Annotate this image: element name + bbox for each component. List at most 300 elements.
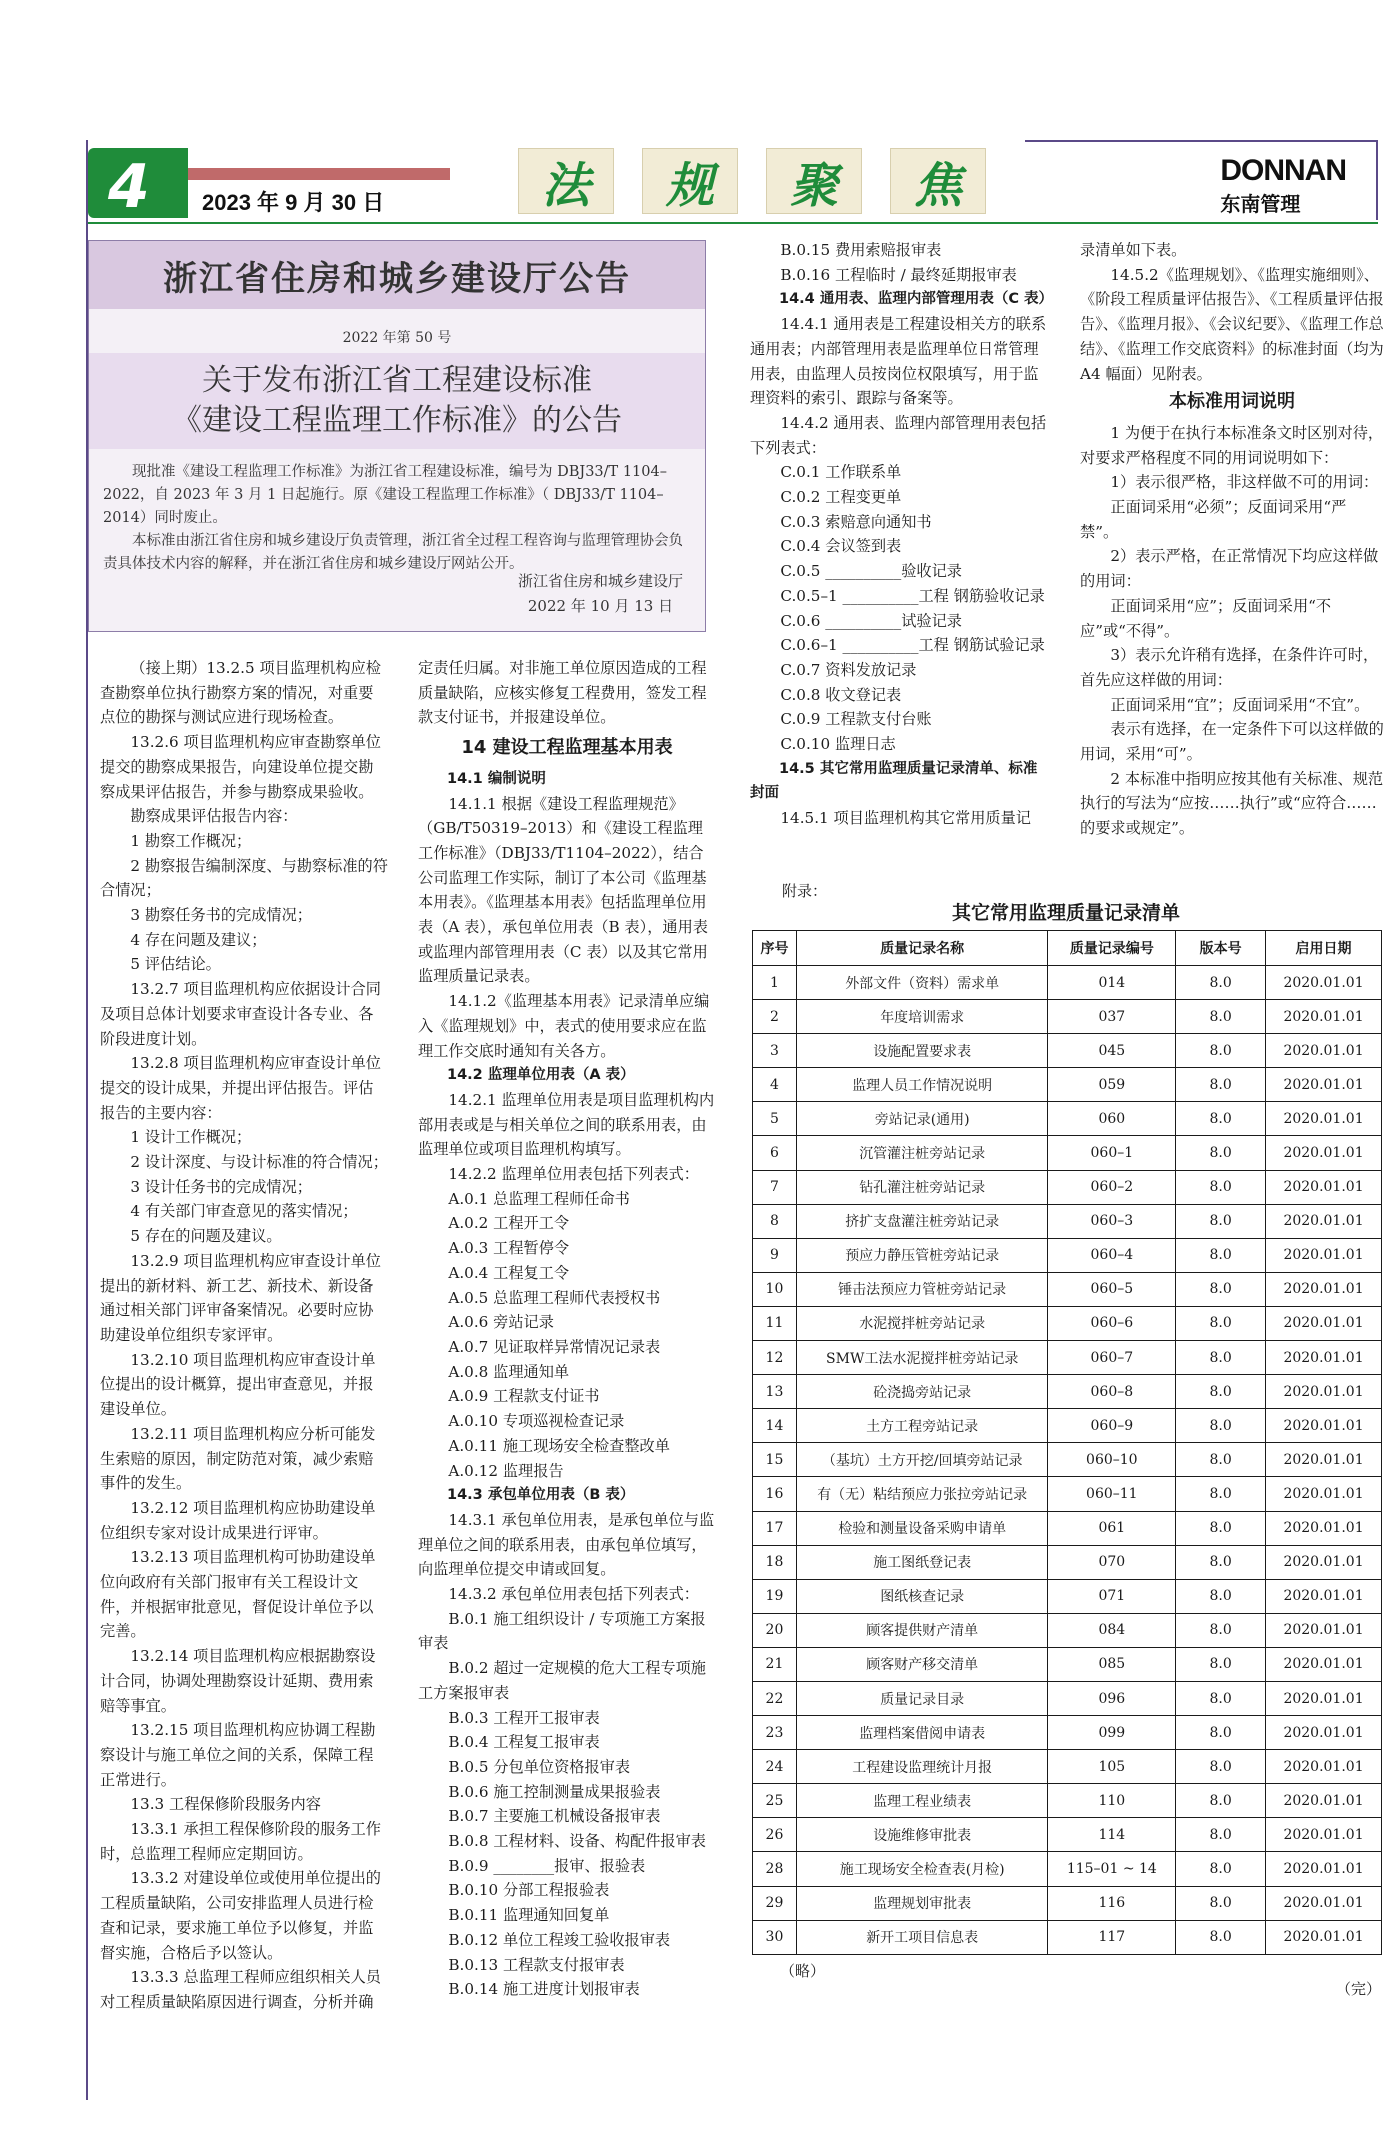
list-item: B.0.6 施工控制测量成果报验表	[448, 1782, 661, 1801]
table-cell: 图纸核查记录	[796, 1579, 1048, 1613]
table-cell: 116	[1048, 1886, 1176, 1920]
table-cell: 060–9	[1048, 1409, 1176, 1443]
table-cell: 砼浇捣旁站记录	[796, 1375, 1048, 1409]
attachment-label: 附录：	[782, 882, 828, 900]
table-cell: 新开工项目信息表	[796, 1920, 1048, 1954]
announcement-paragraph: 现批准《建设工程监理工作标准》为浙江省工程建设标准，编号为 DBJ33/T 1104–2022，自 2023 年 3 月 1 日起施行。原《建设工程监理工作标准》（ DBJ33/T 1104–2014）同时废止。	[103, 464, 667, 526]
table-cell: 2020.01.01	[1266, 1034, 1382, 1068]
table-row	[753, 1204, 1382, 1238]
table-cell: 7	[753, 1170, 797, 1204]
table-cell: 20	[753, 1613, 797, 1647]
table-cell: 预应力静压管桩旁站记录	[796, 1238, 1048, 1272]
paragraph: 3）表示允许稍有选择，在条件许可时，首先应这样做的用词：	[1080, 646, 1379, 689]
paragraph: 13.3.2 对建设单位或使用单位提出的工程质量缺陷，公司安排监理人员进行检查和记录，要求施工单位予以修复，并监督实施，合格后予以签认。	[100, 1869, 381, 1962]
table-cell: 2020.01.01	[1266, 1716, 1382, 1750]
list-item: B.0.13 工程款支付报审表	[448, 1955, 625, 1974]
table-cell: 045	[1048, 1034, 1176, 1068]
list-item: A.0.3 工程暂停令	[448, 1239, 570, 1258]
list-item: B.0.5 分包单位资格报审表	[448, 1757, 631, 1776]
table-cell: 060–11	[1048, 1477, 1176, 1511]
table-cell: 外部文件（资料）需求单	[796, 966, 1048, 1000]
table-cell: 114	[1048, 1818, 1176, 1852]
page-number: 4	[108, 152, 150, 222]
table-row	[753, 1000, 1382, 1034]
table-cell: 14	[753, 1409, 797, 1443]
table-row	[753, 1068, 1382, 1102]
table-cell: 24	[753, 1750, 797, 1784]
sign-date: 2022 年 10 月 13 日	[527, 597, 674, 615]
paragraph: 1 设计工作概况；	[130, 1128, 252, 1147]
subtitle-line: 关于发布浙江省工程建设标准	[202, 363, 592, 398]
table-cell: 监理人员工作情况说明	[796, 1068, 1048, 1102]
table-cell: 监理规划审批表	[796, 1886, 1048, 1920]
paragraph: 1 为便于在执行本标准条文时区别对待，对要求严格程度不同的用词说明如下：	[1080, 423, 1384, 467]
table-cell: 059	[1048, 1068, 1176, 1102]
end-note: （完）	[1336, 1980, 1382, 1998]
list-item: C.0.1 工作联系单	[780, 463, 902, 482]
paragraph: 正面词采用“应”；反面词采用“不应”或“不得”。	[1080, 596, 1332, 640]
table-row	[753, 1170, 1382, 1204]
list-item: A.0.5 总监理工程师代表授权书	[448, 1288, 661, 1307]
table-cell: 8.0	[1176, 1170, 1266, 1204]
table-cell: 8.0	[1176, 966, 1266, 1000]
page-number-box	[88, 148, 188, 222]
paragraph: 14.3.2 承包单位用表包括下列表式：	[448, 1585, 699, 1604]
table-cell: 锤击法预应力管桩旁站记录	[796, 1272, 1048, 1306]
table-cell: 2020.01.01	[1266, 1341, 1382, 1375]
list-item: A.0.12 监理报告	[448, 1461, 564, 1480]
table-title: 其它常用监理质量记录清单	[951, 902, 1180, 924]
table-row	[753, 1375, 1382, 1409]
section-title-char: 聚	[766, 148, 862, 214]
paragraph: 13.2.10 项目监理机构应审查设计单位提出的设计概算，提出审查意见，并报建设单位。	[100, 1350, 376, 1419]
omitted-note: （略）	[780, 1962, 826, 1980]
table-cell: 8.0	[1176, 1750, 1266, 1784]
paragraph: 5 存在的问题及建议。	[130, 1227, 282, 1246]
table-cell: 22	[753, 1681, 797, 1715]
table-cell: 071	[1048, 1579, 1176, 1613]
list-item: C.0.8 收文登记表	[780, 685, 902, 704]
table-cell: 2020.01.01	[1266, 1886, 1382, 1920]
table-cell: 8.0	[1176, 1375, 1266, 1409]
table-cell: 监理档案借阅申请表	[796, 1716, 1048, 1750]
table-cell: 070	[1048, 1545, 1176, 1579]
table-cell: 2020.01.01	[1266, 1477, 1382, 1511]
table-cell: 2020.01.01	[1266, 1170, 1382, 1204]
list-item: B.0.9 ________报审、报验表	[448, 1856, 646, 1875]
paragraph: 14.2.1 监理单位用表是项目监理机构内部用表或是与相关单位之间的联系用表，由监理单位或项目监理机构填写。	[418, 1090, 715, 1159]
list-item: A.0.2 工程开工令	[448, 1214, 570, 1233]
table-cell: 13	[753, 1375, 797, 1409]
table-cell: 设施配置要求表	[796, 1034, 1048, 1068]
brand-logo	[1220, 154, 1346, 217]
paragraph: 录清单如下表。	[1080, 241, 1187, 259]
table-cell: 8.0	[1176, 1818, 1266, 1852]
table-cell: 施工图纸登记表	[796, 1545, 1048, 1579]
table-cell: 21	[753, 1647, 797, 1681]
list-item: B.0.2 超过一定规模的危大工程专项施工方案报审表	[418, 1659, 706, 1702]
table-cell: 12	[753, 1341, 797, 1375]
table-cell: 2020.01.01	[1266, 1306, 1382, 1340]
table-cell: 105	[1048, 1750, 1176, 1784]
paragraph: 13.2.14 项目监理机构应根据勘察设计合同，协调处理勘察设计延期、费用索赔等事宜。	[100, 1647, 376, 1715]
paragraph: 14.2.2 监理单位用表包括下列表式：	[448, 1165, 699, 1184]
table-cell: 2020.01.01	[1266, 1272, 1382, 1306]
table-cell: 8.0	[1176, 1886, 1266, 1920]
paragraph: 3 勘察任务书的完成情况；	[130, 906, 312, 925]
table-cell: 8.0	[1176, 1102, 1266, 1136]
table-cell: 挤扩支盘灌注桩旁站记录	[796, 1204, 1048, 1238]
section-title-char: 规	[642, 148, 738, 214]
table-cell: 2	[753, 1000, 797, 1034]
table-cell: 115–01 ~ 14	[1048, 1852, 1176, 1886]
table-cell: 沉管灌注桩旁站记录	[796, 1136, 1048, 1170]
list-item: B.0.4 工程复工报审表	[448, 1733, 600, 1752]
table-cell: 2020.01.01	[1266, 1579, 1382, 1613]
column-header: 版本号	[1176, 931, 1266, 966]
table-cell: 水泥搅拌桩旁站记录	[796, 1306, 1048, 1340]
table-cell: 8.0	[1176, 1716, 1266, 1750]
table-cell: 8.0	[1176, 1306, 1266, 1340]
paragraph: 13.2.12 项目监理机构应协助建设单位组织专家对设计成果进行评审。	[100, 1498, 376, 1542]
table-cell: 17	[753, 1511, 797, 1545]
table-cell: 8.0	[1176, 1647, 1266, 1681]
list-item: C.0.5–1 __________工程 钢筋验收记录	[780, 586, 1045, 605]
list-item: A.0.4 工程复工令	[448, 1263, 570, 1282]
paragraph: 14.5.1 项目监理机构其它常用质量记	[780, 809, 1031, 828]
paragraph: 13.2.9 项目监理机构应审查设计单位提出的新材料、新工艺、新技术、新设备通过相关部门评审备案情况。必要时应协助建设单位组织专家评审。	[100, 1251, 381, 1344]
header-accent-bar	[188, 168, 450, 180]
table-cell: 2020.01.01	[1266, 1204, 1382, 1238]
table-row	[753, 966, 1382, 1000]
table-cell: 2020.01.01	[1266, 1443, 1382, 1477]
table-cell: 4	[753, 1068, 797, 1102]
table-cell: 监理工程业绩表	[796, 1784, 1048, 1818]
table-row	[753, 1886, 1382, 1920]
table-cell: 8	[753, 1204, 797, 1238]
list-item: C.0.3 索赔意向通知书	[780, 512, 932, 531]
column-header: 启用日期	[1266, 931, 1382, 966]
paragraph: 14.1.2《监理基本用表》记录清单应编入《监理规划》中，表式的使用要求应在监理工作交底时通知有关各方。	[418, 992, 710, 1060]
section-heading: 14.4 通用表、监理内部管理用表（C 表）	[779, 291, 1054, 308]
table-row	[753, 1545, 1382, 1579]
table-cell: 质量记录目录	[796, 1681, 1048, 1715]
table-cell: 旁站记录(通用)	[796, 1102, 1048, 1136]
paragraph: 14.3.1 承包单位用表，是承包单位与监理单位之间的联系用表，由承包单位填写，向监理单位提交申请或回复。	[418, 1510, 715, 1579]
list-item: A.0.1 总监理工程师任命书	[448, 1189, 630, 1208]
sign-org: 浙江省住房和城乡建设厅	[517, 572, 683, 590]
table-cell: 2020.01.01	[1266, 1136, 1382, 1170]
table-cell: 084	[1048, 1613, 1176, 1647]
announcement-number: 2022 年第 50 号	[342, 330, 452, 346]
brand-name-en: DONNAN	[1220, 154, 1346, 187]
table-cell: 2020.01.01	[1266, 1068, 1382, 1102]
list-item: C.0.6–1 __________工程 钢筋试验记录	[780, 636, 1045, 655]
table-row	[753, 1409, 1382, 1443]
table-cell: 23	[753, 1716, 797, 1750]
table-cell: 8.0	[1176, 1068, 1266, 1102]
table-cell: 060–4	[1048, 1238, 1176, 1272]
paragraph: 4 有关部门审查意见的落实情况；	[130, 1202, 358, 1221]
paragraph: （接上期）13.2.5 项目监理机构应检查勘察单位执行勘察方案的情况，对重要点位的勘探与测试应进行现场检查。	[100, 659, 381, 727]
paragraph: 14.1.1 根据《建设工程监理规范》（GB/T50319–2013）和《建设工程监理工作标准》（DBJ33/T1104–2022），结合公司监理工作实际，制订了本公司《监理基本用表》。《监理基本用表》包括监理单位用表（A 表），承包单位用表（B 表），通用表或监理内部管理用表（C 表）以及其它常用监理质量记录表。	[418, 794, 708, 986]
section-heading: 14.1 编制说明	[447, 770, 546, 787]
table-cell: 8.0	[1176, 1920, 1266, 1954]
paragraph: 13.3.1 承担工程保修阶段的服务工作时，总监理工程师应定期回访。	[100, 1820, 381, 1863]
table-cell: 8.0	[1176, 1681, 1266, 1715]
chapter-heading: 14 建设工程监理基本用表	[461, 737, 673, 759]
table-row	[753, 1852, 1382, 1886]
table-cell: 有（无）粘结预应力张拉旁站记录	[796, 1477, 1048, 1511]
table-cell: 2020.01.01	[1266, 1920, 1382, 1954]
table-cell: 检验和测量设备采购申请单	[796, 1511, 1048, 1545]
table-cell: 110	[1048, 1784, 1176, 1818]
list-item: A.0.8 监理通知单	[448, 1362, 570, 1381]
list-item: B.0.14 施工进度计划报审表	[448, 1980, 640, 1999]
list-item: C.0.5 __________验收记录	[780, 562, 962, 581]
table-cell: 28	[753, 1852, 797, 1886]
paragraph: 13.2.11 项目监理机构应分析可能发生索赔的原因，制定防范对策，减少索赔事件的发生。	[100, 1424, 376, 1493]
table-row	[753, 1272, 1382, 1306]
table-cell: （基坑）土方开挖/回填旁站记录	[796, 1443, 1048, 1477]
list-item: B.0.11 监理通知回复单	[448, 1906, 610, 1925]
text-column-3	[750, 238, 1054, 831]
table-header-row	[753, 931, 1382, 966]
table-cell: 施工现场安全检查表(月检)	[796, 1852, 1048, 1886]
table-cell: 8.0	[1176, 1784, 1266, 1818]
list-item: A.0.11 施工现场安全检查整改单	[448, 1436, 670, 1455]
table-row	[753, 1238, 1382, 1272]
table-cell: 钻孔灌注桩旁站记录	[796, 1170, 1048, 1204]
list-item: B.0.10 分部工程报验表	[448, 1881, 610, 1900]
table-cell: 9	[753, 1238, 797, 1272]
section-title-char: 焦	[890, 148, 986, 214]
section-heading: 14.5 其它常用监理质量记录清单、标准封面	[750, 760, 1038, 802]
list-item: C.0.4 会议签到表	[780, 537, 902, 556]
brand-name-cn: 东南管理	[1220, 192, 1301, 216]
table-cell: 8.0	[1176, 1341, 1266, 1375]
list-item: C.0.9 工程款支付台账	[780, 710, 932, 729]
paragraph: 正面词采用“必须”；反面词采用“严禁”。	[1080, 498, 1347, 541]
announcement-body	[89, 449, 705, 576]
table-row	[753, 1716, 1382, 1750]
table-cell: 年度培训需求	[796, 1000, 1048, 1034]
list-item: A.0.7 见证取样异常情况记录表	[448, 1337, 661, 1356]
paragraph: 13.3.3 总监理工程师应组织相关人员对工程质量缺陷原因进行调查，分析并确	[100, 1968, 381, 2011]
section-heading: 13.3 工程保修阶段服务内容	[130, 1795, 321, 1814]
paragraph: 13.2.15 项目监理机构应协调工程勘察设计与施工单位之间的关系，保障工程正常进行。	[100, 1721, 376, 1789]
paragraph: 定责任归属。对非施工单位原因造成的工程质量缺陷，应核实修复工程费用，签发工程款支付证书，并报建设单位。	[418, 659, 707, 727]
table-row	[753, 1920, 1382, 1954]
table-cell: 8.0	[1176, 1034, 1266, 1068]
table-cell: 060–1	[1048, 1136, 1176, 1170]
paragraph: 1 勘察工作概况；	[130, 831, 252, 850]
table-cell: 26	[753, 1818, 797, 1852]
table-cell: 土方工程旁站记录	[796, 1409, 1048, 1443]
table-cell: 2020.01.01	[1266, 1681, 1382, 1715]
paragraph: 表示有选择，在一定条件下可以这样做的用词，采用“可”。	[1080, 720, 1384, 764]
table-cell: 8.0	[1176, 1409, 1266, 1443]
table-cell: 2020.01.01	[1266, 1102, 1382, 1136]
announcement-paragraph: 本标准由浙江省住房和城乡建设厅负责管理，浙江省全过程工程咨询与监理管理协会负责具体技术内容的解释，并在浙江省住房和城乡建设厅网站公开。	[103, 533, 683, 572]
table-cell: 2020.01.01	[1266, 1545, 1382, 1579]
paragraph: 1）表示很严格，非这样做不可的用词：	[1110, 473, 1379, 492]
column-header: 质量记录编号	[1048, 931, 1176, 966]
paragraph: 13.2.13 项目监理机构可协助建设单位向政府有关部门报审有关工程设计文件，并根据审批意见，督促设计单位予以完善。	[100, 1548, 376, 1641]
table-cell: 061	[1048, 1511, 1176, 1545]
words-heading: 本标准用词说明	[1169, 391, 1295, 413]
table-cell: 099	[1048, 1716, 1176, 1750]
subtitle-line: 《建设工程监理工作标准》的公告	[172, 403, 622, 438]
paragraph: 2 设计深度、与设计标准的符合情况；	[130, 1153, 388, 1172]
table-cell: 19	[753, 1579, 797, 1613]
section-heading: 14.3 承包单位用表（B 表）	[447, 1487, 635, 1504]
table-cell: 2020.01.01	[1266, 1613, 1382, 1647]
table-cell: 2020.01.01	[1266, 966, 1382, 1000]
section-title	[518, 148, 986, 214]
table-row	[753, 1818, 1382, 1852]
table-cell: 060–6	[1048, 1306, 1176, 1340]
list-item: B.0.16 工程临时 / 最终延期报审表	[780, 265, 1017, 284]
table-cell: 顾客提供财产清单	[796, 1613, 1048, 1647]
page-header	[88, 140, 1376, 226]
table-cell: 30	[753, 1920, 797, 1954]
table-cell: 085	[1048, 1647, 1176, 1681]
table-cell: 设施维修审批表	[796, 1818, 1048, 1852]
paragraph: 14.5.2《监理规划》、《监理实施细则》、《阶段工程质量评估报告》、《工程质量评估报告》、《监理月报》、《会议纪要》、《监理工作总结》、《监理工作交底资料》的标准封面（均为 A4 幅面）见附表。	[1080, 265, 1384, 383]
table-cell: 2020.01.01	[1266, 1750, 1382, 1784]
table-cell: 2020.01.01	[1266, 1784, 1382, 1818]
table-cell: 2020.01.01	[1266, 1647, 1382, 1681]
table-row	[753, 1613, 1382, 1647]
list-item: B.0.7 主要施工机械设备报审表	[448, 1807, 661, 1826]
table-cell: 8.0	[1176, 1443, 1266, 1477]
table-cell: 060	[1048, 1102, 1176, 1136]
table-cell: 060–8	[1048, 1375, 1176, 1409]
announcement-signature	[518, 569, 683, 619]
issue-date: 2023 年 9 月 30 日	[202, 190, 385, 215]
quality-record-table	[752, 930, 1382, 1955]
paragraph: 13.2.7 项目监理机构应依据设计合同及项目总体计划要求审查设计各专业、各阶段进度计划。	[100, 980, 381, 1048]
table-cell: 060–10	[1048, 1443, 1176, 1477]
column-header: 质量记录名称	[796, 931, 1048, 966]
table-cell: 8.0	[1176, 1579, 1266, 1613]
list-item: C.0.7 资料发放记录	[780, 660, 917, 679]
table-row	[753, 1306, 1382, 1340]
table-cell: 29	[753, 1886, 797, 1920]
paragraph: 13.2.6 项目监理机构应审查勘察单位提交的勘察成果报告，向建设单位提交勘察成果评估报告，并参与勘察成果验收。	[100, 733, 381, 801]
table-cell: 060–7	[1048, 1341, 1176, 1375]
table-cell: 096	[1048, 1681, 1176, 1715]
table-cell: 060–2	[1048, 1170, 1176, 1204]
table-cell: 工程建设监理统计月报	[796, 1750, 1048, 1784]
table-cell: 15	[753, 1443, 797, 1477]
table-row	[753, 1579, 1382, 1613]
announcement-subtitle	[89, 353, 705, 449]
table-cell: 5	[753, 1102, 797, 1136]
paragraph: 勘察成果评估报告内容：	[130, 807, 298, 826]
table-cell: 8.0	[1176, 1238, 1266, 1272]
table-cell: 3	[753, 1034, 797, 1068]
text-column-4	[1080, 238, 1384, 841]
text-column-1	[100, 656, 388, 2015]
paragraph: 14.4.1 通用表是工程建设相关方的联系通用表；内部管理用表是监理单位日常管理用表，由监理人员按岗位权限填写，用于监理资料的索引、跟踪与备案等。	[750, 315, 1047, 408]
table-cell: 2020.01.01	[1266, 1375, 1382, 1409]
table-cell: 2020.01.01	[1266, 1238, 1382, 1272]
table-cell: 8.0	[1176, 1511, 1266, 1545]
table-cell: 8.0	[1176, 1477, 1266, 1511]
table-cell: 2020.01.01	[1266, 1852, 1382, 1886]
text-column-2	[418, 656, 716, 2002]
paragraph: 正面词采用“宜”；反面词采用“不宜”。	[1110, 695, 1370, 714]
table-cell: 8.0	[1176, 1545, 1266, 1579]
table-cell: 037	[1048, 1000, 1176, 1034]
table-cell: SMW工法水泥搅拌桩旁站记录	[796, 1341, 1048, 1375]
table-cell: 顾客财产移交清单	[796, 1647, 1048, 1681]
paragraph: 3 设计任务书的完成情况；	[130, 1177, 312, 1196]
table-cell: 2020.01.01	[1266, 1818, 1382, 1852]
section-title-char: 法	[518, 148, 614, 214]
column-header: 序号	[753, 931, 797, 966]
table-row	[753, 1750, 1382, 1784]
list-item: C.0.6 __________试验记录	[780, 611, 962, 630]
list-item: B.0.3 工程开工报审表	[448, 1708, 600, 1727]
list-item: C.0.2 工程变更单	[780, 488, 902, 507]
table-cell: 8.0	[1176, 1272, 1266, 1306]
paragraph: 2 勘察报告编制深度、与勘察标准的符合情况；	[100, 856, 388, 900]
table-cell: 11	[753, 1306, 797, 1340]
table-cell: 060–3	[1048, 1204, 1176, 1238]
table-cell: 014	[1048, 966, 1176, 1000]
list-item: A.0.6 旁站记录	[448, 1313, 554, 1332]
table-cell: 25	[753, 1784, 797, 1818]
announcement-title: 浙江省住房和城乡建设厅公告	[89, 241, 705, 309]
table-cell: 2020.01.01	[1266, 1409, 1382, 1443]
section-heading: 14.2 监理单位用表（A 表）	[447, 1067, 635, 1084]
paragraph: 2）表示严格，在正常情况下均应这样做的用词：	[1080, 547, 1379, 591]
table-row	[753, 1647, 1382, 1681]
table-row	[753, 1136, 1382, 1170]
table-row	[753, 1784, 1382, 1818]
table-cell: 2020.01.01	[1266, 1000, 1382, 1034]
table-cell: 8.0	[1176, 1852, 1266, 1886]
table-cell: 16	[753, 1477, 797, 1511]
table-cell: 18	[753, 1545, 797, 1579]
paragraph: 5 评估结论。	[130, 955, 221, 974]
table-row	[753, 1443, 1382, 1477]
table-cell: 2020.01.01	[1266, 1511, 1382, 1545]
table-row	[753, 1034, 1382, 1068]
right-border	[1376, 140, 1378, 220]
table-cell: 060–5	[1048, 1272, 1176, 1306]
table-cell: 117	[1048, 1920, 1176, 1954]
table-cell: 8.0	[1176, 1204, 1266, 1238]
table-row	[753, 1477, 1382, 1511]
table-row	[753, 1341, 1382, 1375]
table-cell: 8.0	[1176, 1000, 1266, 1034]
table-body	[753, 966, 1382, 1955]
announcement-box	[88, 240, 706, 632]
list-item: A.0.10 专项巡视检查记录	[448, 1412, 625, 1431]
table-row	[753, 1511, 1382, 1545]
paragraph: 13.2.8 项目监理机构应审查设计单位提交的设计成果，并提出评估报告。评估报告的主要内容：	[100, 1054, 381, 1122]
table-row	[753, 1681, 1382, 1715]
paragraph: 2 本标准中指明应按其他有关标准、规范执行的写法为“应按……执行”或“应符合……的要求或规定”。	[1080, 769, 1384, 838]
table-cell: 10	[753, 1272, 797, 1306]
table-cell: 6	[753, 1136, 797, 1170]
list-item: B.0.15 费用索赔报审表	[780, 241, 942, 259]
list-item: B.0.8 工程材料、设备、构配件报审表	[448, 1832, 706, 1851]
